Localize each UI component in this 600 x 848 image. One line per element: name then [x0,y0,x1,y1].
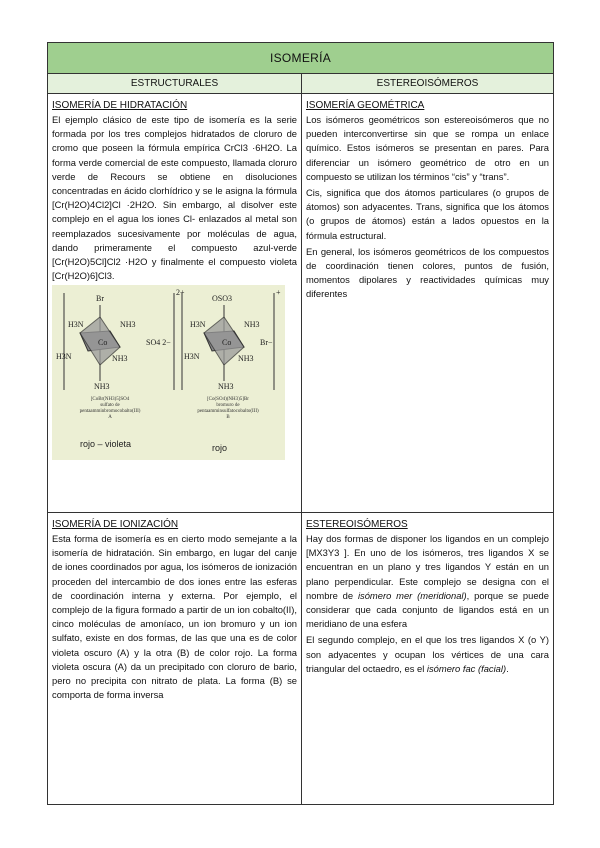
complex-b-ligand-5: NH3 [218,382,234,392]
table-title-row [48,43,553,74]
table-header-row [48,74,553,94]
complex-b-ligand-4: NH3 [238,354,254,364]
estereoisomeros-paragraph-1: Hay dos formas de disponer los ligandos en un complejo [MX3Y3 ]. En uno de los isómeros, tres ligandos X se encuentran en un plano y tres ligandos Y están en un plano perpendicular. Este complejo se designa con el nombre de isómero mer (meridional), porque se puede considerar que cada conjunto de ligandos está en un meridiano de una esfera [306,533,549,630]
geometrica-heading: ISOMERÍA GEOMÉTRICA [306,100,425,111]
complex-a-caption: [CoBr(NH3)5]SO4 sulfato de pentaamminbromocobalto(III) A [79,397,141,421]
complex-b-charge: + [276,288,281,298]
cell-estereoisomeros [302,513,553,804]
header-estereoisomeros: ESTEREOISÓMEROS [376,78,479,89]
complex-b-ligand-2: NH3 [244,320,260,330]
complex-b-ligand-3: H3N [184,352,200,362]
complex-a-counter-ion: SO4 2− [146,338,171,348]
complex-b-structure [182,288,281,391]
complex-b-ligand-1: H3N [190,320,206,330]
hidratacion-heading: ISOMERÍA DE HIDRATACIÓN [52,100,188,111]
geometrica-paragraph-3: En general, los isómeros geométricos de los compuestos de coordinación tienen colores, puntos de fusión, momentos dipolares y reactividades químicas muy diferentes [306,245,549,300]
complexes-diagram [52,285,285,460]
ionizacion-text: Esta forma de isomería es en cierto modo semejante a la isomería de hidratación. Sin embargo, en lugar del canje de iones coordinados por agua, los isómeros de ionización proceden del intercambio de dos iones entre las esferas de coordinación interna y externa. Por ejemplo, el complejo de la figura formado a partir de un ion cobalto(II), cinco moléculas de amoníaco, un ion bromuro y un ion sulfato, existe en dos formas, de las que una es de color violeta oscuro (A) y la otra (B) de color rojo. La forma violeta oscura (A) da un precipitado con cloruro de bario, pero no precipita con nitrato de plata. La forma (B) se comporta de forma inversa [52,533,297,701]
header-estructurales: ESTRUCTURALES [48,74,302,93]
isomeria-table [47,42,554,805]
cell-hidratacion [48,94,302,512]
geometrica-paragraph-1: Los isómeros geométricos son estereoisómeros que no pueden interconvertirse sin que se rompa un enlace químico. Estos isómeros se presentan en pares. Para diferenciar un isómero geométrico de otro en un compuesto se utilizan los términos “cis” y “trans”. [306,114,549,182]
complex-b-counter-ion: Br− [260,338,273,348]
complex-b-caption: [Co(SO4)(NH3)5]Br bromuro de pentaamminsulfatocobalto(III) B [197,397,259,421]
complexes-figure [52,285,285,460]
complex-a-ligand-5: NH3 [94,382,110,392]
geometrica-paragraph-2: Cis, significa que dos átomos particulares (o grupos de átomos) son adyacentes. Trans, significa que los átomos (o grupos de átomos) están a lados opuestos en la fórmula estructural. [306,187,549,241]
cell-ionizacion [48,513,302,804]
complex-a-structure [56,288,185,391]
complex-a-ligand-4: NH3 [112,354,128,364]
cell-geometrica [302,94,553,512]
table-title: ISOMERÍA [269,51,332,65]
hidratacion-text: El ejemplo clásico de este tipo de isomería es la serie formada por los tres complejos hidratados de cloruro de cromo que poseen la fórmula empírica CrCl3 ·6H2O. La forma verde comercial de este compuesto, llamada cloruro verde de Recours se obtiene en disoluciones concentradas en ácido clorhídrico y se le asigna la fórmula [Cr(H2O)4Cl2]Cl ·2H2O. Sin embargo, al disolver este complejo en el agua los iones Cl- enlazados al metal son reemplazados sucesivamente por moléculas de agua, dando primeramente el compuesto azul-verde [Cr(H2O)5Cl]Cl2 ·H2O y finalmente el compuesto violeta [Cr(H2O)6]Cl3. [52,114,297,282]
complex-a-metal: Co [98,338,108,348]
table-row-2 [48,513,553,804]
mer-term: isómero mer (meridional) [357,589,467,601]
estereoisomeros-heading: ESTEREOISÓMEROS [306,519,408,530]
complex-b-top-ligand: OSO3 [212,294,233,304]
complex-a-top-ligand: Br [96,294,104,304]
label-rojo: rojo [212,443,228,454]
complex-a-ligand-3: H3N [56,352,72,362]
complex-a-ligand-1: H3N [68,320,84,330]
table-row-1 [48,94,553,513]
complex-b-metal: Co [222,338,232,348]
complex-a-charge: 2+ [176,288,185,298]
complex-a-ligand-2: NH3 [120,320,136,330]
fac-term: isómero fac (facial) [426,662,507,674]
ionizacion-heading: ISOMERÍA DE IONIZACIÓN [52,519,179,530]
estereoisomeros-paragraph-2: El segundo complejo, en el que los tres ligandos X (o Y) son adyacentes y ocupan los vértices de una cara triangular del octaedro, es el isómero fac (facial). [306,634,549,674]
label-rojo-violeta: rojo – violeta [80,439,132,450]
